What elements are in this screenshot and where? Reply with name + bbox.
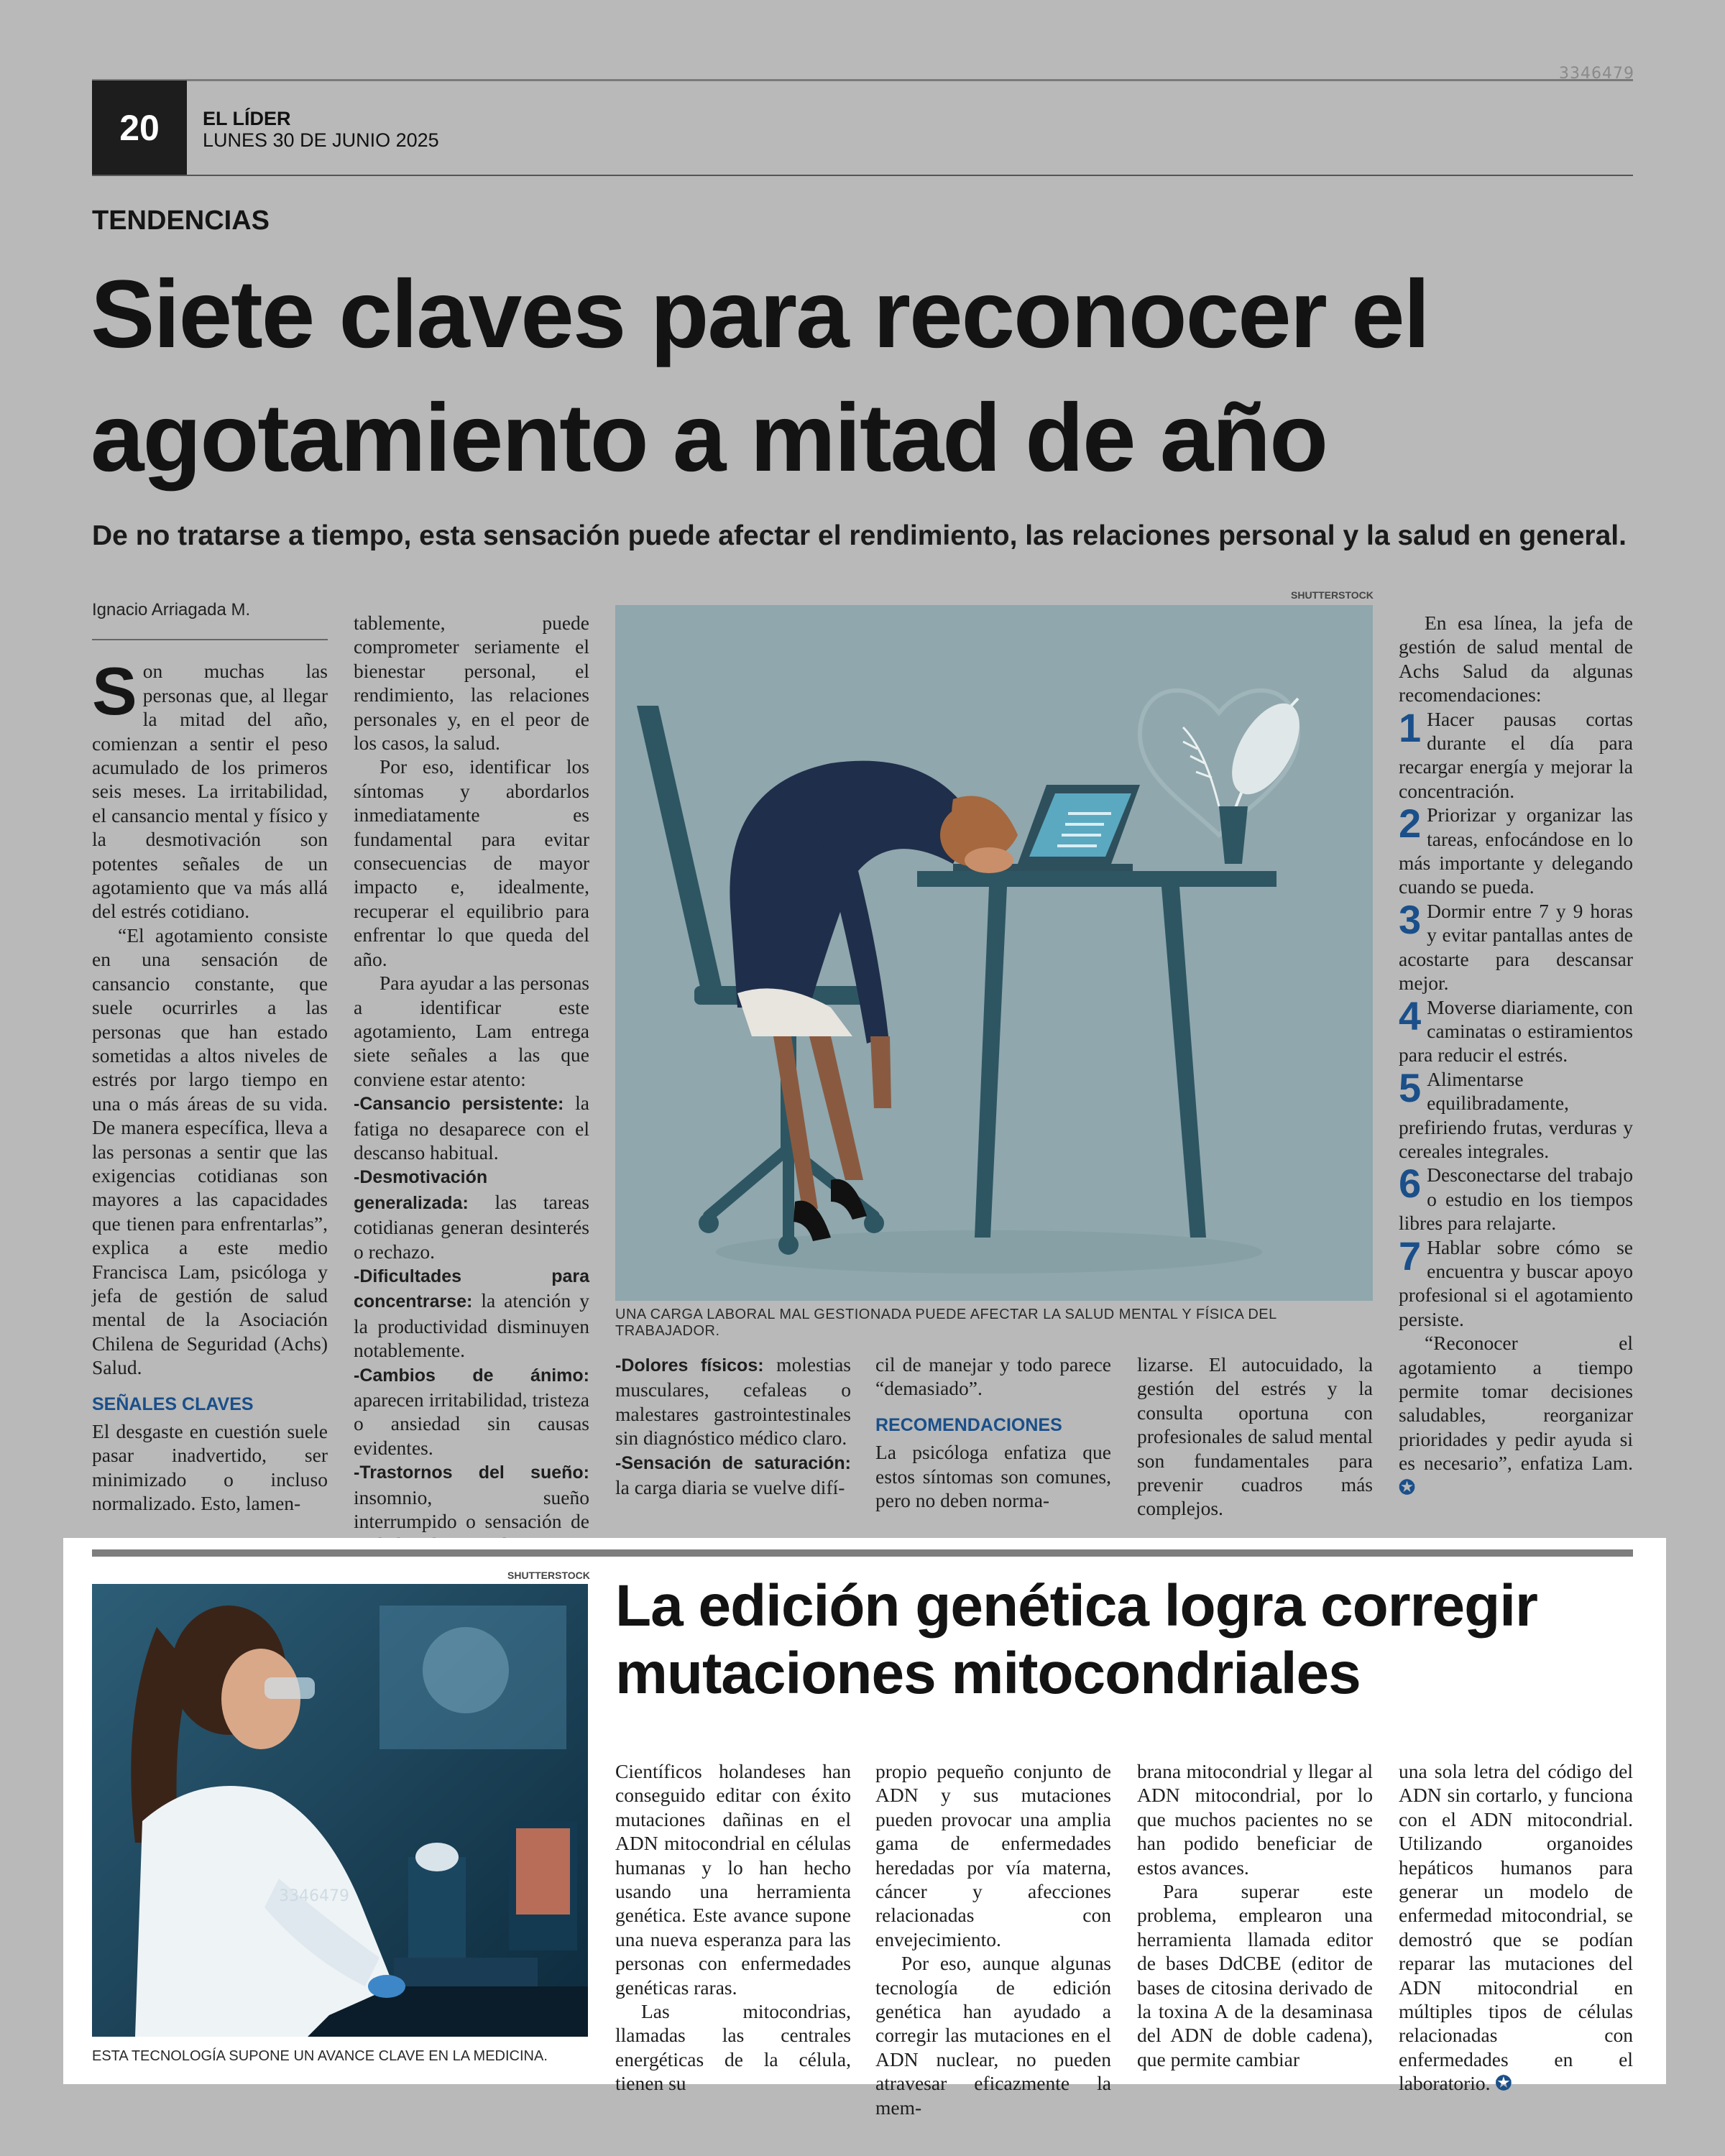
article1-column-6 xyxy=(1399,611,1633,1499)
sign-label: -Dificultades para concentrarse: xyxy=(354,1266,589,1312)
recommendation-text: Hablar sobre cómo se encuentra y buscar apoyo profesional si el agotamiento persiste. xyxy=(1399,1235,1633,1330)
paragraph: cil de manejar y todo parece “demasiado”. xyxy=(875,1353,1111,1400)
end-mark-icon: ✪ xyxy=(1495,2072,1512,2095)
recommendation-number: 7 xyxy=(1399,1233,1422,1279)
paragraph-text: una sola letra del código del ADN sin cortarlo, y funciona con el ADN mitocondrial. Utilizando organoides hepáticos humanos para generar un modelo de enfermedad mitocondrial, se demostró que se podían reparar las mutaciones del ADN mitocondrial en múltiples tipos de células relacionadas con enfermedades en el laboratorio. xyxy=(1399,1760,1633,2095)
paragraph xyxy=(1399,1759,1633,2096)
top-rule xyxy=(92,79,1633,81)
closing-quote xyxy=(1399,1331,1633,1499)
sign-text: las tareas cotidianas generan desinterés o rechazo. xyxy=(354,1190,589,1263)
paragraph: Por eso, identificar los síntomas y abordarlos inmediatamente es fundamental para evitar consecuencias de mayor impacto e, idealmente, recuperar el equilibrio para enfrentar lo que queda del año. xyxy=(354,755,589,970)
article2-column-1 xyxy=(615,1759,851,2096)
paragraph: propio pequeño conjunto de ADN y sus mutaciones pueden provocar una amplia gama de enfermedades heredadas por vía materna, cáncer y afecciones relacionadas con envejecimiento. xyxy=(875,1760,1111,1950)
quote-paragraph: “El agotamiento consiste en una sensación de cansancio constante, que suele ocurrirles a las personas que han estado sometidas a altos niveles de estrés por largo tiempo en una o más áreas de su vida. De manera específica, lleva a las personas a sentir que las exigencias cotidianas son mayores a las capacidades que tienen para enfrentarlas”, explica a este medio Francisca Lam, psicóloga y jefa de gestión de salud mental de la Asociación Chilena de Seguridad (Achs) Salud. xyxy=(92,923,328,1379)
sign-text: molestias musculares, cefaleas o malestares gastrointestinales sin diagnóstico médico claro. xyxy=(615,1353,851,1450)
byline: Ignacio Arriagada M. xyxy=(92,600,251,619)
sign-item xyxy=(354,1263,589,1363)
article1-column-3 xyxy=(615,1353,851,1499)
paragraph: brana mitocondrial y llegar al ADN mitocondrial, por lo que muchos pacientes no se han podido beneficiar de estos avances. xyxy=(1137,1760,1373,1879)
paragraph: lizarse. El autocuidado, la gestión del estrés y la consulta oportuna con profesionales de salud mental son fundamentales para prevenir cuadros más complejos. xyxy=(1137,1353,1373,1520)
recommendation-item xyxy=(1399,1163,1633,1235)
article2-top-rule xyxy=(92,1549,1633,1557)
recommendation-number: 6 xyxy=(1399,1161,1422,1207)
sub-headline: De no tratarse a tiempo, esta sensación puede afectar el rendimiento, las relaciones personal y la salud en general. xyxy=(92,520,1627,551)
sign-item xyxy=(615,1450,851,1500)
article1-column-5 xyxy=(1137,1353,1373,1521)
recommendation-text: Dormir entre 7 y 9 horas y evitar pantallas antes de acostarte para descansar mejor. xyxy=(1399,899,1633,995)
paragraph: Las mitocondrias, llamadas las centrales energéticas de la célula, tienen su xyxy=(615,2000,851,2095)
article2-column-2 xyxy=(875,1759,1111,2119)
recommendation-number: 1 xyxy=(1399,704,1422,750)
paragraph: La psicóloga enfatiza que estos síntomas son comunes, pero no deben norma- xyxy=(875,1441,1111,1512)
recommendation-item xyxy=(1399,992,1633,1067)
sign-text: la atención y la productividad disminuyen notablemente. xyxy=(354,1289,589,1362)
sign-item xyxy=(354,1164,589,1263)
sign-label: -Desmotivación generalizada: xyxy=(354,1167,488,1213)
main-headline: Siete claves para reconocer el agotamiento a mitad de año xyxy=(91,261,1429,492)
recommendation-number: 3 xyxy=(1399,896,1422,942)
article2-column-3 xyxy=(1137,1759,1373,2071)
recommendation-text: Hacer pausas cortas durante el día para recargar energía y mejorar la concentración. xyxy=(1399,707,1633,802)
recommendation-number: 5 xyxy=(1399,1064,1422,1110)
drop-cap: S xyxy=(92,653,137,729)
recommendation-number: 4 xyxy=(1399,992,1422,1038)
photo-credit: SHUTTERSTOCK xyxy=(507,1570,590,1581)
end-mark-icon: ✪ xyxy=(1399,1475,1416,1498)
header-rule xyxy=(92,175,1633,176)
sign-label: -Dolores físicos: xyxy=(615,1355,764,1376)
page-number: 20 xyxy=(92,80,187,175)
paragraph: Para superar este problema, emplearon una herramienta llamada editor de bases DdCBE (editor de bases de citosina derivado de la toxina A de la desaminasa del ADN de doble cadena), que permite cambiar xyxy=(1137,1880,1373,2070)
paragraph: Para ayudar a las personas a identificar este agotamiento, Lam entrega siete señales a las que conviene estar atento: xyxy=(354,972,589,1090)
sign-text: insomnio, sueño interrumpido o sensación de xyxy=(354,1485,589,1533)
publication-date: LUNES 30 DE JUNIO 2025 xyxy=(203,129,439,151)
illustration-exhausted-worker xyxy=(615,605,1373,1301)
sign-label: -Trastornos del sueño: xyxy=(354,1462,589,1483)
recommendation-text: Desconectarse del trabajo o estudio en los tiempos libres para relajarte. xyxy=(1399,1164,1633,1235)
article1-column-4 xyxy=(875,1353,1111,1512)
photo-watermark: 3346479 xyxy=(279,1887,349,1905)
sign-item xyxy=(615,1353,851,1450)
byline-rule xyxy=(92,639,328,640)
photo-lab-scientist xyxy=(92,1584,588,2037)
paragraph: El desgaste en cuestión suele pasar inadvertido, ser minimizado o incluso normalizado. Esto, lamen- xyxy=(92,1420,328,1515)
article1-column-1 xyxy=(92,598,328,1516)
subheading-senales: SEÑALES CLAVES xyxy=(92,1393,254,1414)
recommendation-text: Priorizar y organizar las tareas, enfocándose en lo más importante y delegando cuando se pueda. xyxy=(1399,803,1633,898)
sign-text: la carga diaria se vuelve difí- xyxy=(615,1476,845,1499)
article1-column-2 xyxy=(354,611,589,1557)
lead-text: on muchas las personas que, al llegar la mitad del año, comienzan a sentir el peso acumulado de los primeros seis meses. La irritabilidad, el cansancio mental y físico y la desmotivación son potentes señales de un agotamiento que va más allá del estrés cotidiano. xyxy=(92,660,328,923)
paragraph: Por eso, aunque algunas tecnología de edición genética han ayudado a corregir las mutaciones en el ADN nuclear, no pueden atravesar eficazmente la mem- xyxy=(875,1952,1111,2119)
sign-item xyxy=(354,1091,589,1164)
photo-credit: SHUTTERSTOCK xyxy=(1291,589,1374,601)
paragraph: tablemente, puede comprometer seriamente el bienestar personal, el rendimiento, las relaciones personales y, en el peor de los casos, la salud. xyxy=(354,612,589,755)
recommendation-item xyxy=(1399,803,1633,899)
recommendation-item xyxy=(1399,1064,1633,1164)
illustration-caption: UNA CARGA LABORAL MAL GESTIONADA PUEDE AFECTAR LA SALUD MENTAL Y FÍSICA DEL TRABAJADOR. xyxy=(615,1307,1276,1339)
recommendation-item xyxy=(1399,1235,1633,1332)
sign-label: -Sensación de saturación: xyxy=(615,1452,851,1473)
subheading-recomendaciones: RECOMENDACIONES xyxy=(875,1414,1062,1435)
lead-paragraph xyxy=(92,653,328,923)
sign-label: -Cambios de ánimo: xyxy=(354,1365,589,1386)
reference-code: 3346479 xyxy=(1559,65,1634,83)
recommendation-item xyxy=(1399,704,1633,803)
article2-column-4 xyxy=(1399,1759,1633,2096)
article2-headline: La edición genética logra corregir mutaciones mitocondriales xyxy=(615,1573,1537,1706)
paragraph: En esa línea, la jefa de gestión de salud mental de Achs Salud da algunas recomendaciones: xyxy=(1399,612,1633,706)
sign-text: la fatiga no desaparece con el descanso habitual. xyxy=(354,1092,589,1164)
sign-text: aparecen irritabilidad, tristeza o ansiedad sin causas evidentes. xyxy=(354,1388,589,1459)
closing-quote-text: “Reconocer el agotamiento a tiempo permite tomar decisiones saludables, reorganizar prioridades y pedir ayuda si es necesario”, enfatiza Lam. xyxy=(1399,1332,1633,1475)
sign-item xyxy=(354,1363,589,1460)
recommendation-text: Alimentarse equilibradamente, prefiriendo frutas, verduras y cereales integrales. xyxy=(1399,1067,1633,1162)
section-label: TENDENCIAS xyxy=(92,206,270,236)
recommendation-text: Moverse diariamente, con caminatas o estiramientos para reducir el estrés. xyxy=(1399,995,1633,1067)
paragraph: Científicos holandeses han conseguido editar con éxito mutaciones dañinas en el ADN mitocondrial en células humanas y lo han hecho usando una herramienta genética. Este avance supone una nueva esperanza para las personas con enfermedades genéticas raras. xyxy=(615,1760,851,1999)
recommendation-item xyxy=(1399,896,1633,995)
photo-caption: ESTA TECNOLOGÍA SUPONE UN AVANCE CLAVE EN LA MEDICINA. xyxy=(92,2048,548,2064)
recommendation-number: 2 xyxy=(1399,801,1422,847)
sign-label: -Cansancio persistente: xyxy=(354,1094,564,1115)
newspaper-name: EL LÍDER xyxy=(203,108,291,129)
